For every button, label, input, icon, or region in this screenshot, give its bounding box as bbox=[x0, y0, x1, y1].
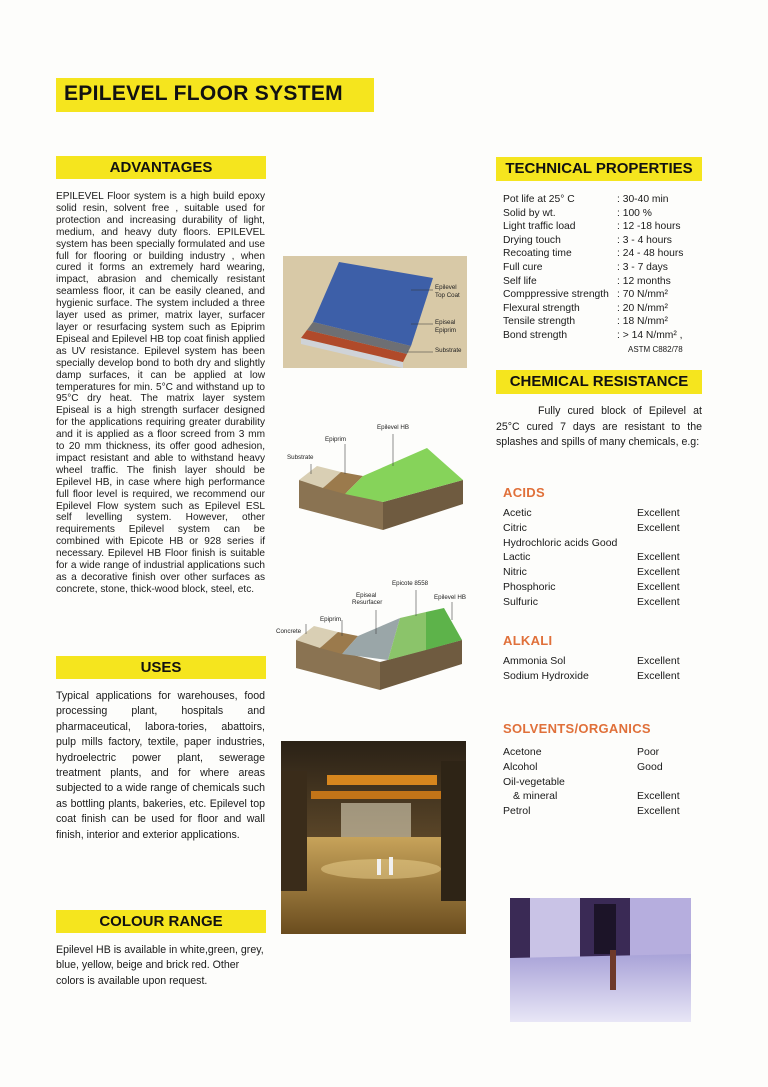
chemical-rating: Excellent bbox=[637, 805, 680, 818]
chemical-name: Lactic bbox=[503, 551, 531, 564]
tech-value: : 70 N/mm² bbox=[617, 289, 668, 301]
list-item bbox=[503, 669, 703, 684]
chemical-rating: Excellent bbox=[637, 790, 680, 803]
chemical-intro-text: Fully cured block of Epilevel at 25°C cured 7 days are resistant to the splashes and spills of many chemicals, e.g: bbox=[496, 405, 702, 449]
chemical-rating: Excellent bbox=[637, 669, 680, 682]
tech-label: Solid by wt. bbox=[503, 207, 556, 219]
layer-diagram-2 bbox=[283, 418, 473, 534]
colour-range-text: Epilevel HB is available in white,green, grey, blue, yellow, beige and brick red. Other colors is available upon request. bbox=[56, 944, 264, 987]
tech-label: Pot life at 25° C bbox=[503, 194, 575, 205]
label-resurfacer-3: Resurfacer bbox=[352, 599, 383, 606]
tech-label: Bond strength bbox=[503, 329, 568, 341]
alkali-list bbox=[503, 654, 703, 684]
chemical-name: Acetone bbox=[503, 746, 542, 758]
page-title: EPILEVEL FLOOR SYSTEM bbox=[64, 82, 343, 105]
solvents-heading: SOLVENTS/ORGANICS bbox=[503, 721, 651, 736]
label-episeal: Episeal bbox=[435, 319, 456, 326]
chemical-name: Citric bbox=[503, 521, 527, 534]
tech-value: : 12 months bbox=[617, 275, 671, 287]
tech-value: : 100 % bbox=[617, 207, 652, 219]
uses-text: Typical applications for warehouses, food processing plant, hospitals and pharmaceutical, labora-tories, abattoirs, pulp mills factory, textile, paper industries, hydroelectric power plant, sewerage treatment plants, and for where areas subjected to a wide range of chemicals such as bottling plants, bakeries, etc. Epilevel top coat finish can be used for floor and wall finish, interior and exterior applications. bbox=[56, 690, 265, 841]
label-episeal-3: Episeal bbox=[356, 592, 377, 599]
chemical-rating: Excellent bbox=[637, 580, 680, 593]
label-concrete-3: Concrete bbox=[276, 628, 302, 635]
warehouse-photo bbox=[281, 741, 466, 934]
label-substrate: Substrate bbox=[435, 347, 462, 354]
chemical-name: Acetic bbox=[503, 507, 532, 519]
layer-diagram-2-drawing bbox=[283, 418, 473, 534]
tech-label: Tensile strength bbox=[503, 316, 576, 328]
chemical-name: Oil-vegetable bbox=[503, 775, 565, 788]
chemical-rating: Excellent bbox=[637, 551, 680, 564]
acids-list bbox=[503, 506, 703, 610]
technical-properties-heading: TECHNICAL PROPERTIES bbox=[496, 157, 702, 181]
list-item bbox=[503, 506, 703, 521]
colour-range-heading: COLOUR RANGE bbox=[56, 910, 266, 933]
list-item bbox=[503, 565, 703, 580]
label-epiprim: Epiprim bbox=[435, 327, 456, 334]
corridor-photo bbox=[510, 898, 691, 1022]
label-epicote-3: Epicote 8558 bbox=[392, 580, 429, 587]
list-item bbox=[503, 595, 703, 610]
tech-value: : 3 - 4 hours bbox=[617, 234, 672, 246]
solvents-list bbox=[503, 745, 703, 819]
advantages-heading: ADVANTAGES bbox=[56, 156, 266, 179]
tech-value: : 24 - 48 hours bbox=[617, 248, 684, 260]
list-item bbox=[503, 760, 703, 775]
label-epilevel: Epilevel bbox=[435, 284, 457, 291]
advantages-text: EPILEVEL Floor system is a high build epoxy solid resin, solvent free , suitable used for protection and increasing durability of light, medium, and heavy duty floors. EPILEVEL system has been specially formulated and use full for flooring or building industry , when cured it forms an extremely hard wearing, impact, abrasion and chemically resistant seamless floor, it can be easily cleaned, and hygienic surface. The system included a three layer used as primer, matrix layer, surfacer layer or resurfacing system such as Epiprim Episeal and Epilevel HB top coat finish applied as UV resistance. Epilevel system has been specially develop bond to both dry and slightly damp surfaces, it can be applied at low temperatures for min. 5°C and withstand up to 95°C dry heat. The matrix layer system Episeal is a high strength surfacer designed for the applications requiring greater durability and it is applied as a floor screed from 3 mm to 20 mm thickness, its offer good adhesion, impact resistant and able to withstand heavy wheel traffic. The finish layer should be Epilevel HB, in case where high performance full floor level is required, we recommend our Epilevel Flow system such as Epilevel ESL self levelling system. However, other requirements Epilevel system can be combined with Epicote HB or 928 series if necessary. Epilevel HB Floor finish is suitable for a wide range of industrial applications such as a decorative finish over other surfaces as concrete, stone, thick-wood block, steel, etc. bbox=[56, 191, 265, 595]
tech-value: : > 14 N/mm² , bbox=[617, 329, 683, 341]
chemical-name: Sulfuric bbox=[503, 595, 539, 608]
chemical-rating: Good bbox=[637, 760, 663, 773]
alkali-heading: ALKALI bbox=[503, 633, 553, 648]
chemical-name: Phosphoric bbox=[503, 580, 556, 593]
tech-value: : 18 N/mm² bbox=[617, 316, 668, 328]
chemical-name: Ammonia Sol bbox=[503, 655, 566, 667]
chemical-rating: Poor bbox=[637, 746, 660, 758]
list-item bbox=[503, 580, 703, 595]
chemical-rating: Excellent bbox=[637, 566, 680, 579]
list-item bbox=[503, 536, 703, 551]
tech-label: Flexural strength bbox=[503, 302, 580, 314]
chemical-name: Petrol bbox=[503, 805, 531, 818]
tech-label: Comppressive strength bbox=[503, 289, 609, 301]
list-item bbox=[503, 654, 703, 669]
warehouse-photo-drawing bbox=[281, 741, 466, 934]
tech-value: : 12 -18 hours bbox=[617, 221, 681, 233]
list-item bbox=[503, 521, 703, 536]
chemical-resistance-heading: CHEMICAL RESISTANCE bbox=[496, 370, 702, 394]
corridor-photo-drawing bbox=[510, 898, 691, 1022]
chemical-name: Alcohol bbox=[503, 760, 538, 773]
chemical-intro bbox=[496, 404, 702, 451]
list-item bbox=[503, 789, 703, 804]
label-epiprim-3: Epiprim bbox=[320, 616, 341, 623]
label-epilevel-hb-3: Epilevel HB bbox=[434, 594, 466, 601]
page-title-banner bbox=[56, 78, 374, 112]
chemical-rating: Excellent bbox=[637, 655, 680, 667]
list-item bbox=[503, 745, 703, 760]
tech-label: Light traffic load bbox=[503, 221, 576, 233]
chemical-name: Sodium Hydroxide bbox=[503, 669, 589, 682]
list-item bbox=[503, 775, 703, 790]
acids-heading: ACIDS bbox=[503, 485, 545, 500]
layer-diagram-3 bbox=[276, 576, 474, 694]
tech-label: Recoating time bbox=[503, 248, 572, 260]
tech-value: : 30-40 min bbox=[617, 194, 669, 205]
uses-heading: USES bbox=[56, 656, 266, 679]
chemical-name: Hydrochloric acids Good bbox=[503, 536, 618, 549]
tech-label: Drying touch bbox=[503, 234, 561, 246]
label-epiprim-2: Epiprim bbox=[325, 436, 346, 443]
label-substrate-2: Substrate bbox=[287, 454, 314, 461]
label-top-coat: Top Coat bbox=[435, 292, 460, 299]
list-item bbox=[503, 550, 703, 565]
astm-reference: ASTM C882/78 bbox=[628, 344, 683, 354]
chemical-name: & mineral bbox=[513, 790, 558, 803]
list-item bbox=[503, 804, 703, 819]
chemical-rating: Excellent bbox=[637, 521, 680, 534]
chemical-rating: Excellent bbox=[637, 595, 680, 608]
layer-diagram-1 bbox=[283, 256, 467, 368]
tech-label: Self life bbox=[503, 275, 537, 287]
tech-value: : 3 - 7 days bbox=[617, 261, 668, 273]
chemical-rating: Excellent bbox=[637, 507, 680, 519]
tech-label: Full cure bbox=[503, 261, 543, 273]
chemical-name: Nitric bbox=[503, 566, 527, 579]
label-epilevel-hb-2: Epilevel HB bbox=[377, 424, 409, 431]
tech-value: : 20 N/mm² bbox=[617, 302, 668, 314]
